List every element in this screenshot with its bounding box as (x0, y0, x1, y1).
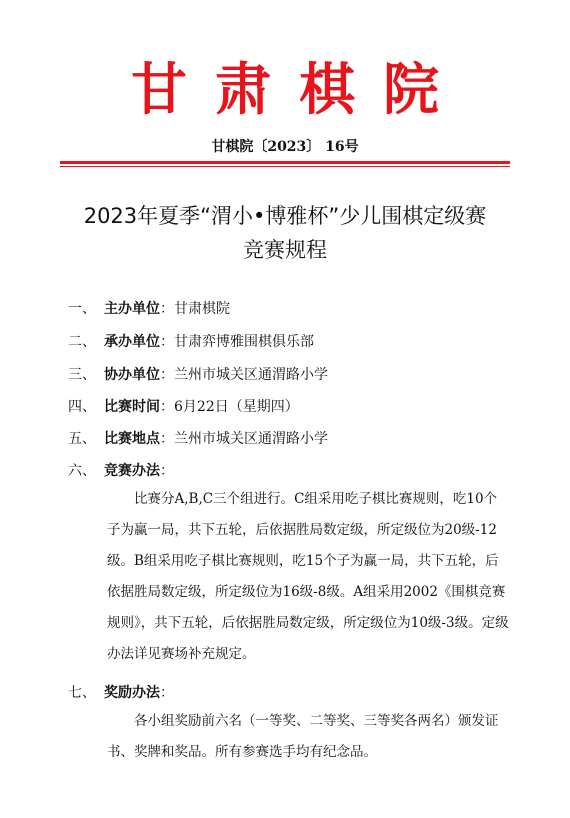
section-undertaker (68, 333, 508, 351)
awards-paragraph (107, 706, 509, 768)
document-subtitle: 竞赛规程 (243, 238, 327, 262)
section-label: 承办单位 (104, 334, 160, 350)
section-organizer (68, 300, 508, 318)
section-label: 协办单位 (104, 367, 160, 383)
section-separator: ： (160, 301, 174, 317)
section-number: 六、 (68, 463, 96, 479)
section-number: 三、 (68, 367, 96, 383)
section-separator: ： (160, 367, 174, 383)
section-rules (68, 462, 508, 480)
section-label: 主办单位 (104, 301, 160, 317)
section-number: 二、 (68, 334, 96, 350)
section-value: 甘肃弈博雅围棋俱乐部 (174, 334, 314, 350)
section-number: 一、 (68, 301, 96, 317)
section-number: 七、 (68, 685, 96, 701)
section-value: 兰州市城关区通渭路小学 (174, 431, 328, 447)
section-separator: ： (160, 685, 174, 701)
section-awards (68, 684, 508, 702)
section-separator: ： (160, 334, 174, 350)
section-separator: ： (160, 431, 174, 447)
section-label: 比赛地点 (104, 431, 160, 447)
red-rule-thin (60, 166, 510, 167)
section-separator: ： (160, 463, 174, 479)
rules-text: 比赛分A,B,C三个组进行。C组采用吃子棋比赛规则，吃10个子为赢一局，共下五轮，后依据胜局数定级，所定级位为20级-12级。B组采用吃子棋比赛规则，吃15个子为赢一局，共下五轮，后依据胜局数定级，所定级位为16级-8级。A组采用2002《围棋竞赛规则》，共下五轮，后依据胜局数定级，所定级位为10级-3级。定级办法详见赛场补充规定。 (107, 491, 509, 662)
red-rule-thick (60, 161, 510, 164)
section-value: 兰州市城关区通渭路小学 (174, 367, 328, 383)
awards-text: 各小组奖励前六名（一等奖、二等奖、三等奖各两名）颁发证书、奖牌和奖品。所有参赛选手均有纪念品。 (107, 713, 499, 760)
section-time (68, 398, 508, 416)
section-co-organizer (68, 366, 508, 384)
section-value: 甘肃棋院 (174, 301, 230, 317)
section-number: 四、 (68, 399, 96, 415)
section-location (68, 430, 508, 448)
section-number: 五、 (68, 431, 96, 447)
masthead-title: 甘肃棋院 (131, 57, 467, 123)
section-label: 比赛时间 (104, 399, 160, 415)
section-separator: ： (160, 399, 174, 415)
section-label: 竞赛办法 (104, 463, 160, 479)
rules-paragraph (107, 484, 509, 670)
document-number: 甘棋院〔2023〕 16号 (211, 139, 359, 155)
section-value: 6月22日（星期四） (174, 399, 299, 415)
section-label: 奖励办法 (104, 685, 160, 701)
document-title: 2023年夏季“渭小•博雅杯”少儿围棋定级赛 (83, 204, 487, 228)
